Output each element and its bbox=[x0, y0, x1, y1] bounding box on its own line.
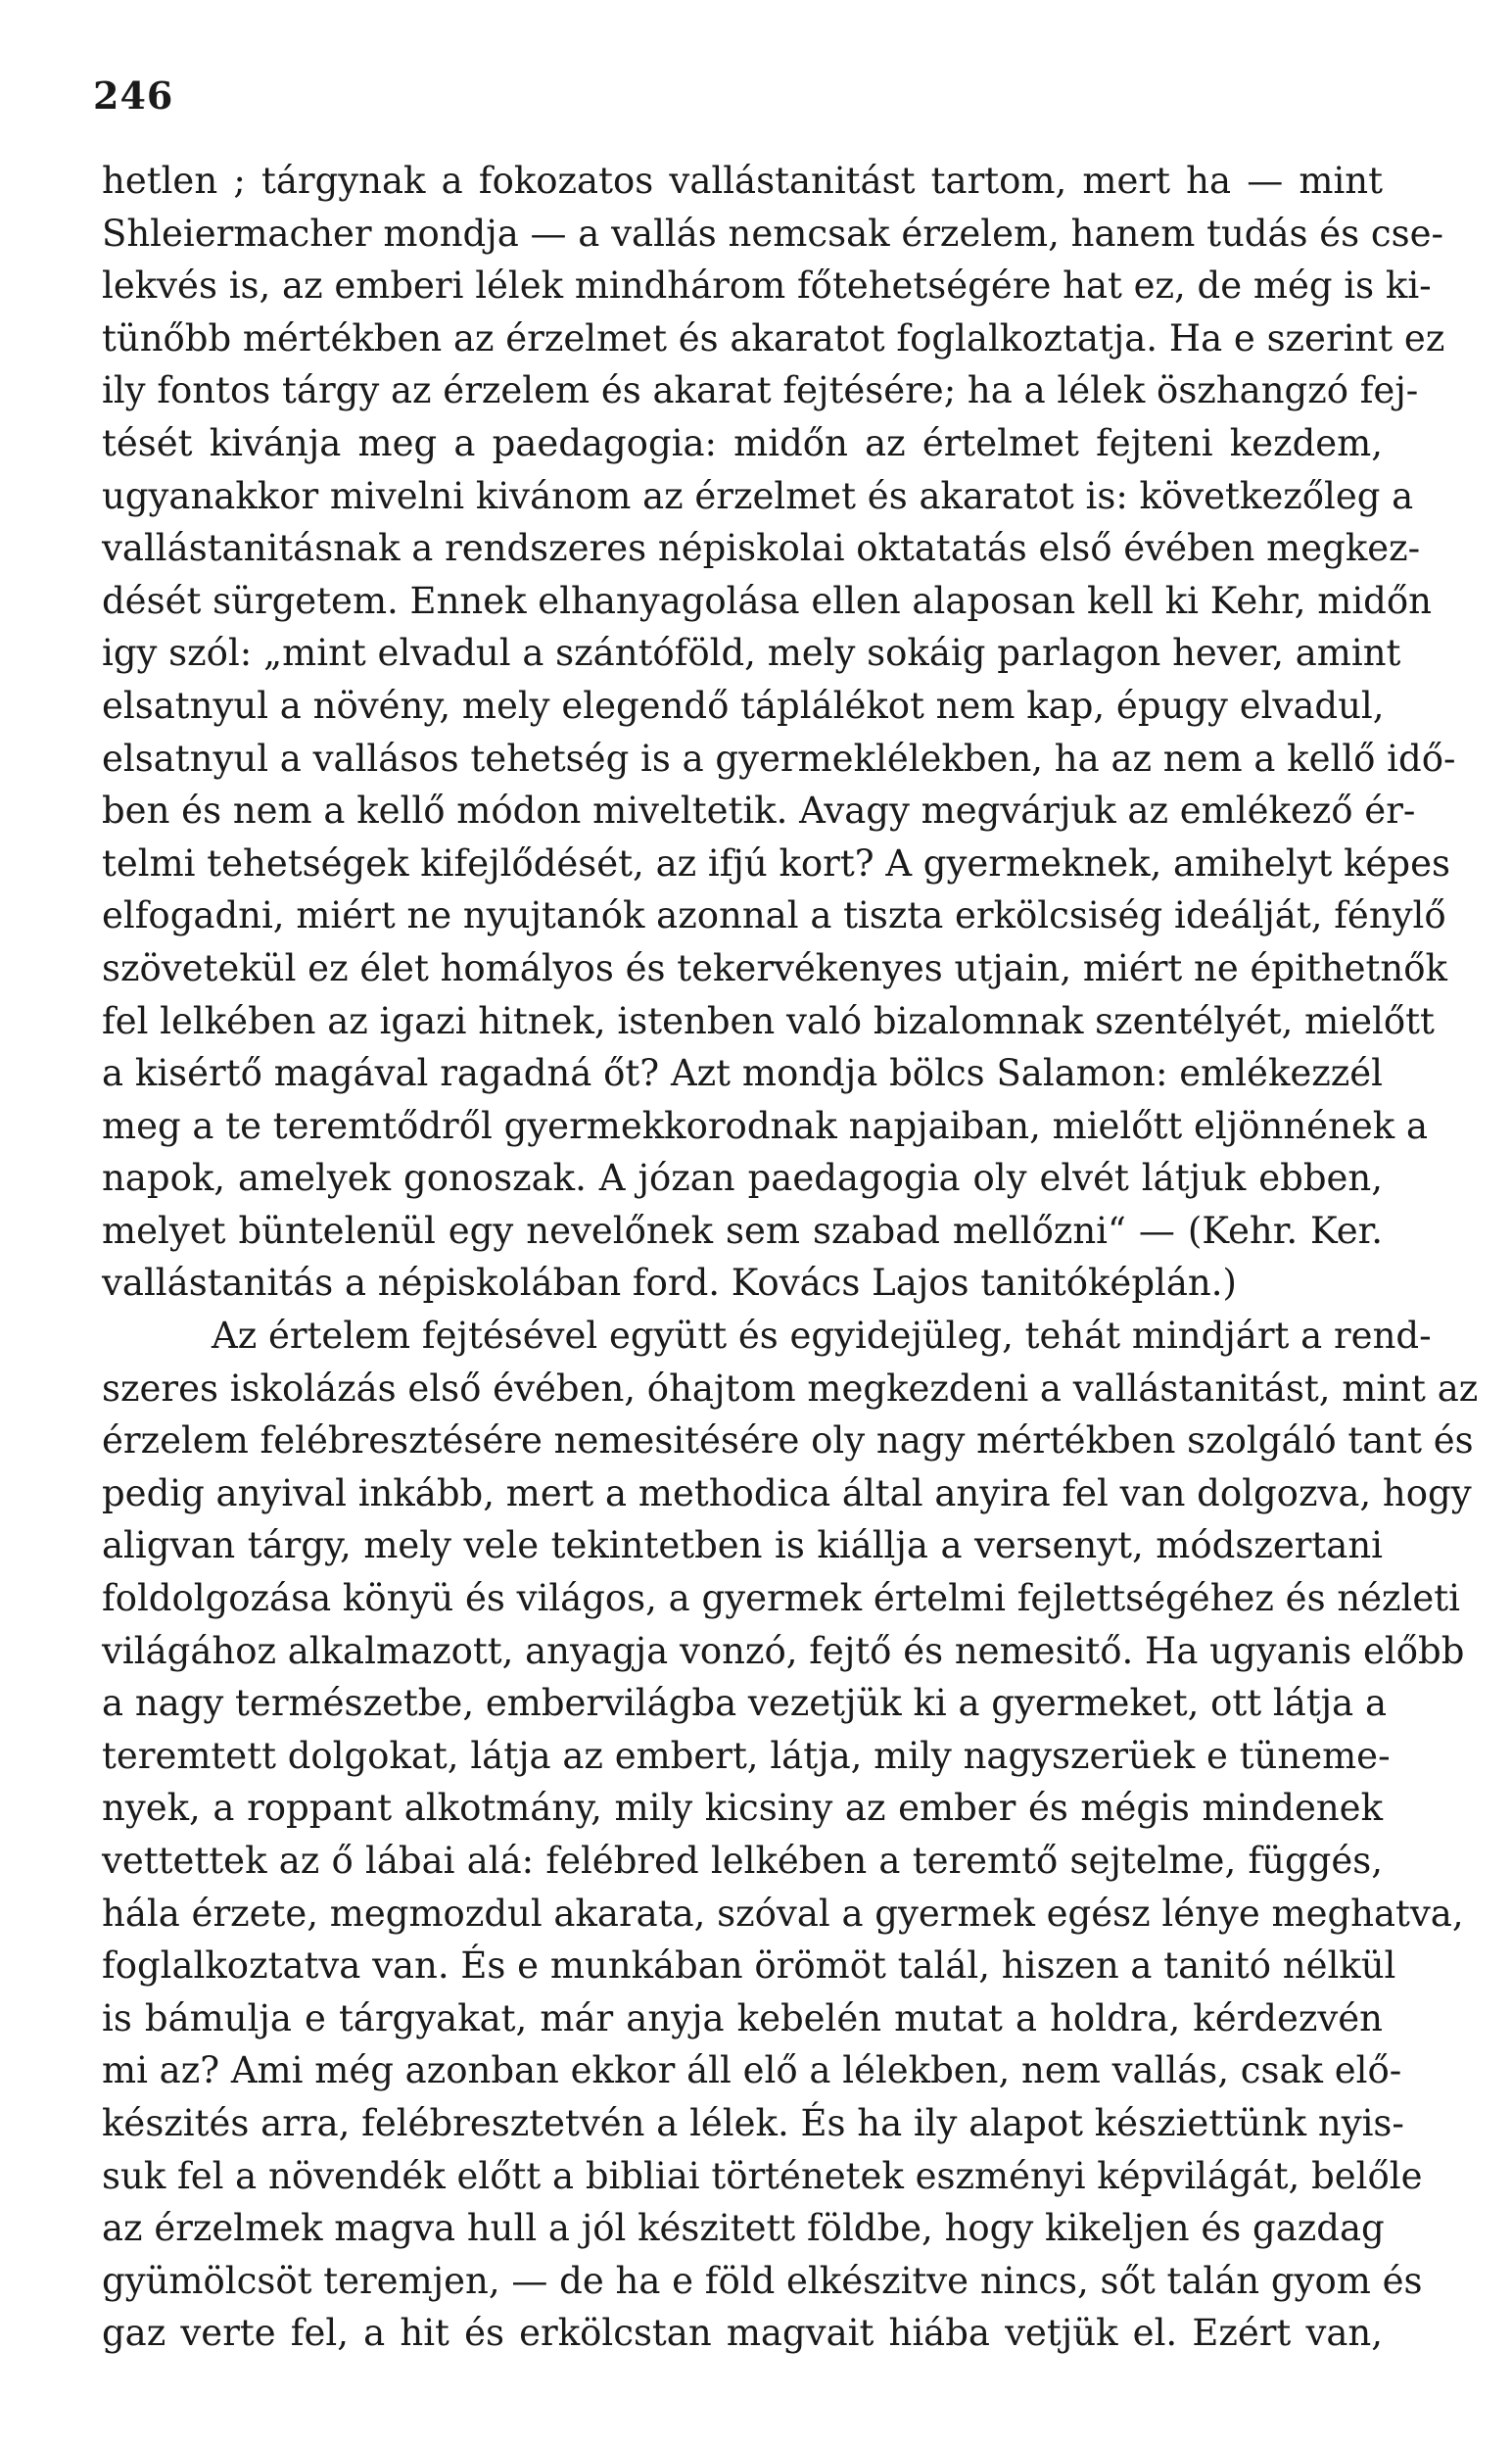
body-text bbox=[102, 155, 1479, 2360]
text-line: nyek, a roppant alkotmány, mily kicsiny az ember és mégis mindenek bbox=[102, 1787, 1383, 1830]
paragraph-start-line: Az értelem fejtésével együtt és egyidejüleg, tehát mindjárt a rend- bbox=[212, 1315, 1432, 1358]
text-line: vallástanitásnak a rendszeres népiskolai oktatatás első évében megkez- bbox=[102, 527, 1421, 570]
text-line: elfogadni, miért ne nyujtanók azonnal a tiszta erkölcsiség ideálját, fénylő bbox=[102, 894, 1446, 937]
text-line: teremtett dolgokat, látja az embert, látja, mily nagyszerüek e tüneme- bbox=[102, 1734, 1391, 1777]
text-line: foglalkoztatva van. És e munkában örömöt talál, hiszen a tanitó nélkül bbox=[102, 1944, 1396, 1988]
text-line: gaz verte fel, a hit és erkölcstan magvait hiába vetjük el. Ezért van, bbox=[102, 2312, 1383, 2355]
text-line: napok, amelyek gonoszak. A józan paedagogia oly elvét látjuk ebben, bbox=[102, 1157, 1383, 1200]
text-line: gyümölcsöt teremjen, — de ha e föld elkészitve nincs, sőt talán gyom és bbox=[102, 2259, 1423, 2302]
text-line: szeres iskolázás első évében, óhajtom megkezdeni a vallástanitást, mint az bbox=[102, 1367, 1479, 1410]
text-line: hála érzete, megmozdul akarata, szóval a gyermek egész lénye meghatva, bbox=[102, 1892, 1464, 1935]
text-line: melyet büntelenül egy nevelőnek sem szabad mellőzni“ — (Kehr. Ker. bbox=[102, 1209, 1383, 1252]
text-line: világához alkalmazott, anyagja vonzó, fejtő és nemesitő. Ha ugyanis előbb bbox=[102, 1629, 1465, 1672]
text-line: Shleiermacher mondja — a vallás nemcsak érzelem, hanem tudás és cse- bbox=[102, 212, 1444, 255]
text-line: ily fontos tárgy az érzelem és akarat fejtésére; ha a lélek öszhangzó fej- bbox=[102, 369, 1419, 412]
text-line: igy szól: „mint elvadul a szántóföld, mely sokáig parlagon hever, amint bbox=[102, 632, 1401, 675]
text-line: ugyanakkor mivelni kivánom az érzelmet és akaratot is: következőleg a bbox=[102, 474, 1414, 517]
text-line: is bámulja e tárgyakat, már anyja kebelén mutat a holdra, kérdezvén bbox=[102, 1996, 1383, 2039]
text-line: tését kivánja meg a paedagogia: midőn az értelmet fejteni kezdem, bbox=[102, 421, 1383, 464]
text-line: érzelem felébresztésére nemesitésére oly nagy mértékben szolgáló tant és bbox=[102, 1419, 1474, 1463]
text-line: szövetekül ez élet homályos és tekervékenyes utjain, miért ne épithetnők bbox=[102, 946, 1447, 989]
text-line: vettettek az ő lábai alá: felébred lelkében a teremtő sejtelme, függés, bbox=[102, 1840, 1383, 1882]
text-line: elsatnyul a növény, mely elegendő táplálékot nem kap, épugy elvadul, bbox=[102, 684, 1385, 727]
text-line: pedig anyival inkább, mert a methodica által anyira fel van dolgozva, hogy bbox=[102, 1471, 1472, 1514]
text-line: ben és nem a kellő módon miveltetik. Avagy megvárjuk az emlékező ér- bbox=[102, 790, 1416, 833]
page-number: 246 bbox=[93, 73, 174, 118]
text-line: hetlen ; tárgynak a fokozatos vallástanitást tartom, mert ha — mint bbox=[102, 160, 1383, 202]
text-line: az érzelmek magva hull a jól készitett földbe, hogy kikeljen és gazdag bbox=[102, 2207, 1385, 2250]
text-line: készités arra, felébresztetvén a lélek. És ha ily alapot késziettünk nyis- bbox=[102, 2101, 1404, 2144]
text-line: tünőbb mértékben az érzelmet és akaratot foglalkoztatja. Ha e szerint ez bbox=[102, 316, 1445, 360]
text-line: lekvés is, az emberi lélek mindhárom főtehetségére hat ez, de még is ki- bbox=[102, 264, 1432, 308]
text-line: vallástanitás a népiskolában ford. Kovács Lajos tanitóképlán.) bbox=[102, 1262, 1237, 1305]
text-line: aligvan tárgy, mely vele tekintetben is kiállja a versenyt, módszertani bbox=[102, 1524, 1383, 1567]
text-line: telmi tehetségek kifejlődését, az ifjú kort? A gyermeknek, amihelyt képes bbox=[102, 841, 1451, 885]
text-line: a kisértő magával ragadná őt? Azt mondja bölcs Salamon: emlékezzél bbox=[102, 1052, 1383, 1095]
text-line: meg a te teremtődről gyermekkorodnak napjaiban, mielőtt eljönnének a bbox=[102, 1104, 1429, 1147]
text-line: suk fel a növendék előtt a bibliai történetek eszményi képvilágát, belőle bbox=[102, 2154, 1423, 2197]
text-line: a nagy természetbe, embervilágba vezetjük ki a gyermeket, ott látja a bbox=[102, 1682, 1388, 1725]
text-line: fel lelkében az igazi hitnek, istenben való bizalomnak szentélyét, mielőtt bbox=[102, 999, 1435, 1042]
text-line: foldolgozása könyü és világos, a gyermek értelmi fejlettségéhez és nézleti bbox=[102, 1577, 1460, 1620]
text-line: dését sürgetem. Ennek elhanyagolása ellen alaposan kell ki Kehr, midőn bbox=[102, 579, 1432, 622]
text-line: elsatnyul a vallásos tehetség is a gyermeklélekben, ha az nem a kellő idő- bbox=[102, 737, 1456, 780]
text-line: mi az? Ami még azonban ekkor áll elő a lélekben, nem vallás, csak elő- bbox=[102, 2049, 1402, 2092]
